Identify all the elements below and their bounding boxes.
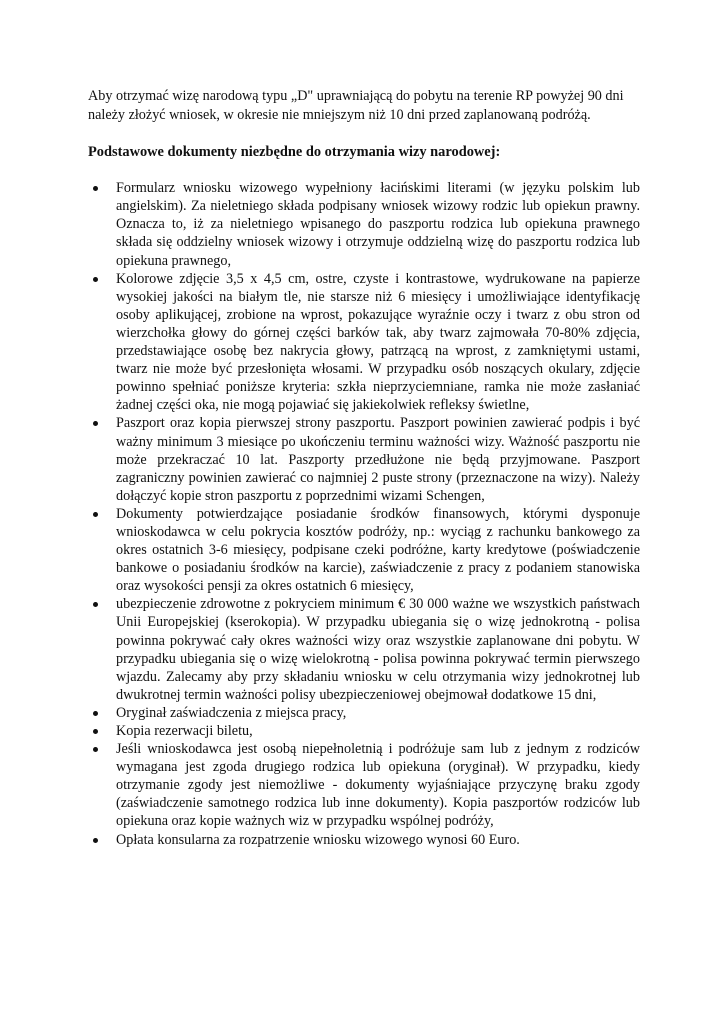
intro-paragraph: Aby otrzymać wizę narodową typu „D" uprawniającą do pobytu na terenie RP powyżej 90 dni należy złożyć wniosek, w okresie nie mniejszym niż 10 dni przed zaplanowaną podróżą. [88, 88, 624, 123]
document-page [88, 87, 640, 849]
bullet-icon [93, 512, 98, 517]
list-item [88, 722, 640, 740]
list-item [88, 414, 640, 504]
bullet-icon [93, 711, 98, 716]
list-item [88, 831, 640, 849]
list-item-text: Paszport oraz kopia pierwszej strony paszportu. Paszport powinien zawierać podpis i być ważny minimum 3 miesiące po ukończeniu terminu ważności wizy. Ważność paszportu nie może przekraczać 10 lat. Paszporty przedłużone nie będą przyjmowane. Paszport zagraniczny powinien zawierać co najmniej 2 puste strony (przeznaczone na wizy). Należy dołączyć kopie stron paszportu z poprzednimi wizami Schengen, [116, 415, 640, 504]
list-item-text: Jeśli wnioskodawca jest osobą niepełnoletnią i podróżuje sam lub z jednym z rodziców wymagana jest zgoda drugiego rodzica lub opiekuna (oryginał). W przypadku, kiedy otrzymanie zgody jest niemożliwe - dokumenty wyjaśniające przyczynę braku zgody (zaświadczenie samotnego rodzica lub inne dokumenty). Kopia paszportów rodziców lub opiekuna oraz kopie ważnych wiz w przypadku wspólnej podróży, [116, 741, 640, 830]
required-documents-list [88, 179, 640, 848]
list-item [88, 704, 640, 722]
list-item [88, 595, 640, 704]
bullet-icon [93, 421, 98, 426]
list-item-text: Formularz wniosku wizowego wypełniony łacińskimi literami (w języku polskim lub angielskim). Za nieletniego składa podpisany wniosek wizowy rodzic lub opiekun prawny. Oznacza to, iż za nieletniego wpisanego do paszportu rodzica lub opiekuna prawnego składa się oddzielny wniosek wizowy i otrzymuje oddzielną wizę do paszportu rodzica lub opiekuna prawnego, [116, 180, 640, 269]
list-item-text: Dokumenty potwierdzające posiadanie środków finansowych, którymi dysponuje wnioskodawca w celu pokrycia kosztów podróży, np.: wyciąg z rachunku bankowego za okres ostatnich 3-6 miesięcy, podpisane czeki podróżne, karty kredytowe (poświadczenie bankowe o posiadaniu środków na karcie), zaświadczenie z pracy z podaniem stanowiska oraz wysokości pensji za okres ostatnich 6 miesięcy, [116, 505, 640, 595]
list-item-text: Kopia rezerwacji biletu, [116, 723, 253, 739]
list-item [88, 179, 640, 269]
list-item [88, 505, 640, 595]
bullet-icon [93, 747, 98, 752]
bullet-icon [93, 277, 98, 282]
bullet-icon [93, 838, 98, 843]
list-item-text: ubezpieczenie zdrowotne z pokryciem minimum € 30 000 ważne we wszystkich państwach Unii Europejskiej (kserokopia). W przypadku ubiegania się o wizę jednokrotną - polisa powinna pokrywać cały okres ważności wizy oraz wszystkie zaplanowane dni pobytu. W przypadku ubiegania się o wizę wielokrotną - polisa powinna pokrywać termin pierwszego wjazdu. Zalecamy aby przy składaniu wniosku w celu otrzymania wizy jednokrotnej lub dwukrotnej termin ważności polisy ubezpieczeniowej obejmował dodatkowe 15 dni, [116, 596, 640, 703]
bullet-icon [93, 186, 98, 191]
section-heading: Podstawowe dokumenty niezbędne do otrzymania wizy narodowej: [88, 144, 501, 161]
list-item-text: Kolorowe zdjęcie 3,5 x 4,5 cm, ostre, czyste i kontrastowe, wydrukowane na papierze wysokiej jakości na białym tle, nie starsze niż 6 miesięcy i umożliwiające identyfikację osoby aplikującej, zrobione na wprost, pokazujące wyraźnie oczy i twarz z obu stron od wierzchołka głowy do górnej części barków tak, aby twarz zajmowała 70-80% zdjęcia, przedstawiające osobę bez nakrycia głowy, patrzącą na wprost, z zamkniętymi ustami, twarz nie może być przesłonięta włosami. W przypadku osób noszących okulary, zdjęcie powinno spełniać poniższe kryteria: szkła nieprzyciemniane, ramka nie może zasłaniać żadnej części oka, nie mogą pojawiać się jakiekolwiek refleksy świetlne, [116, 270, 640, 414]
bullet-icon [93, 729, 98, 734]
list-item-text: Opłata konsularna za rozpatrzenie wniosku wizowego wynosi 60 Euro. [116, 831, 520, 848]
list-item [88, 740, 640, 830]
list-item-text: Oryginał zaświadczenia z miejsca pracy, [116, 704, 347, 721]
bullet-icon [93, 602, 98, 607]
list-item [88, 270, 640, 415]
